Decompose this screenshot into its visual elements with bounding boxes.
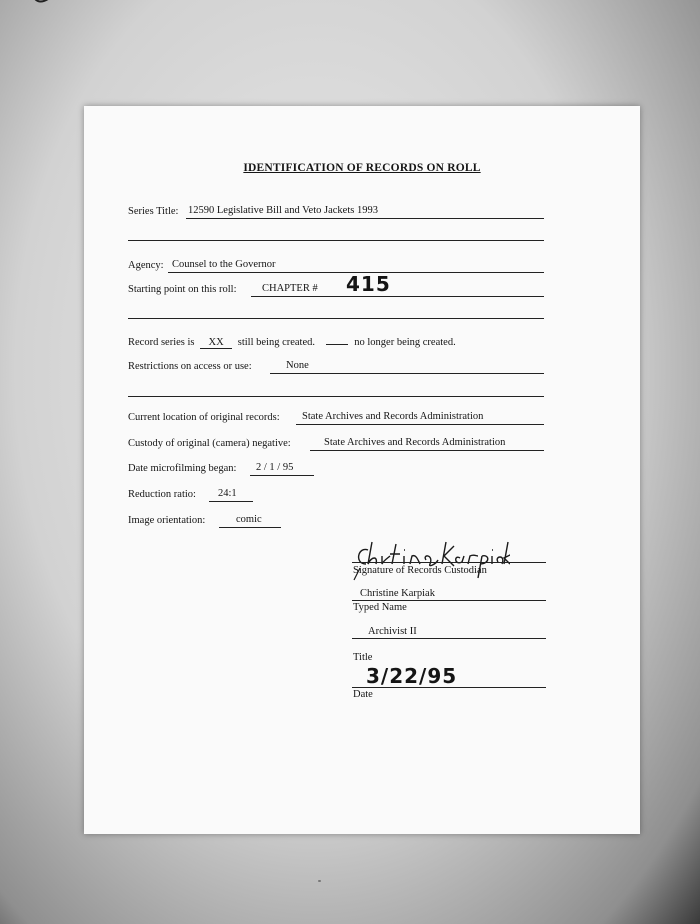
orientation-line (219, 527, 281, 528)
signature-label: Signature of Records Custodian (353, 565, 487, 576)
agency-value: Counsel to the Governor (172, 259, 276, 270)
title-value: Archivist II (368, 626, 417, 637)
current-location-value: State Archives and Records Administration (302, 411, 484, 422)
no-longer-blank (326, 335, 348, 345)
no-longer-created-text: no longer being created. (354, 337, 456, 348)
record-series-label: Record series is (128, 337, 195, 348)
starting-point-line (251, 296, 544, 297)
orientation-label: Image orientation: (128, 515, 206, 526)
reduction-label: Reduction ratio: (128, 489, 196, 500)
typed-name-value: Christine Karpiak (360, 588, 435, 599)
handwritten-date: 3/22/95 (366, 664, 458, 688)
current-location-line (296, 424, 544, 425)
reduction-line (209, 501, 253, 502)
restrictions-line-2 (128, 396, 544, 397)
current-location-label: Current location of original records: (128, 412, 280, 423)
date-began-label: Date microfilming began: (128, 463, 237, 474)
series-title-line (186, 218, 544, 219)
corner-pen-mark (30, 0, 56, 10)
handwritten-chapter-number: 415 (346, 272, 391, 296)
custody-value: State Archives and Records Administration (324, 437, 506, 448)
restrictions-label: Restrictions on access or use: (128, 361, 252, 372)
custody-label: Custody of original (camera) negative: (128, 438, 291, 449)
signature-line (352, 562, 546, 563)
title-line (352, 638, 546, 639)
reduction-value: 24:1 (218, 488, 237, 499)
date-line (352, 687, 546, 688)
typed-name-label: Typed Name (353, 602, 407, 613)
date-label: Date (353, 689, 373, 700)
dust-speck (318, 880, 321, 882)
date-began-value: 2 / 1 / 95 (256, 462, 294, 473)
form-sheet (84, 106, 640, 834)
restrictions-line (270, 373, 544, 374)
custody-line (310, 450, 544, 451)
starting-point-value: CHAPTER # (262, 283, 318, 294)
series-title-line-2 (128, 240, 544, 241)
title-label: Title (353, 652, 373, 663)
typed-name-line (352, 600, 546, 601)
starting-point-label: Starting point on this roll: (128, 284, 237, 295)
series-title-label: Series Title: (128, 206, 179, 217)
record-series-mark: XX (200, 337, 232, 349)
still-created-text: still being created. (237, 337, 315, 348)
agency-label: Agency: (128, 260, 164, 271)
date-began-line (250, 475, 314, 476)
starting-point-line-2 (128, 318, 544, 319)
orientation-value: comic (236, 514, 262, 525)
form-title: IDENTIFICATION OF RECORDS ON ROLL (243, 162, 481, 174)
record-series-row (128, 335, 456, 349)
restrictions-value: None (286, 360, 309, 371)
series-title-value: 12590 Legislative Bill and Veto Jackets 1993 (188, 205, 378, 216)
